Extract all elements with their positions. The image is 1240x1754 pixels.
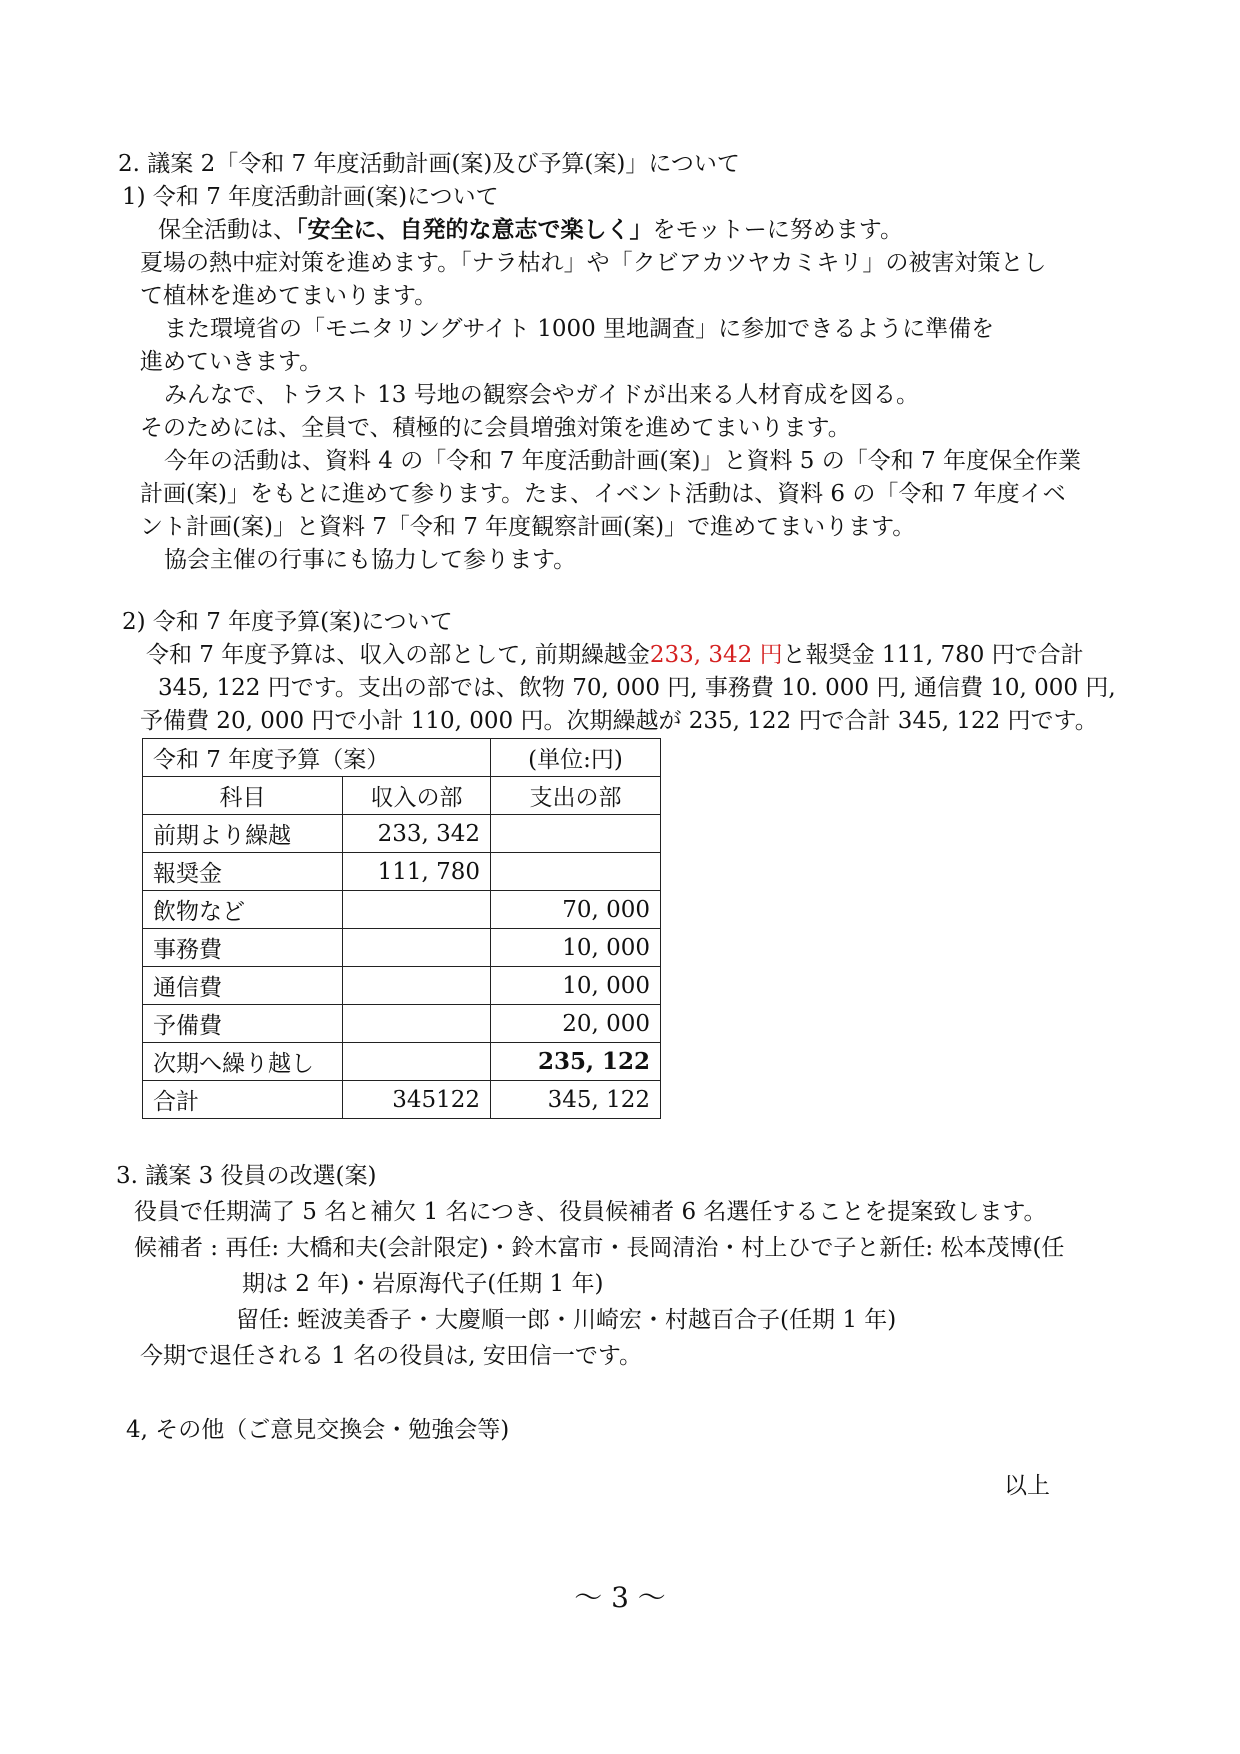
cell-expense: 70, 000 [491,891,661,929]
cell-item: 次期へ繰り越し [143,1043,343,1081]
subsection-budget-heading: 2) 令和 7 年度予算(案)について [122,609,453,635]
cell-income [343,891,491,929]
activity-line: 協会主催の行事にも協力して参ります。 [164,547,577,573]
cell-item: 前期より繰越 [143,815,343,853]
officer-line: 今期で退任される 1 名の役員は, 安田信一です。 [140,1343,643,1369]
total-label: 合計 [143,1081,343,1119]
cell-item: 通信費 [143,967,343,1005]
officer-line: 候補者 : 再任: 大橋和夫(会計限定)・鈴木富市・長岡清治・村上ひで子と新任: 松本茂博(任 [134,1235,1065,1261]
cell-income: 233, 342 [343,815,491,853]
officer-line: 期は 2 年)・岩原海代子(任期 1 年) [242,1271,604,1297]
cell-item: 予備費 [143,1005,343,1043]
activity-line: 夏場の熱中症対策を進めます。「ナラ枯れ」や「クビアカツヤカミキリ」の被害対策とし [140,250,1047,276]
table-total-row [143,1081,661,1119]
officer-line: 留任: 蛭波美香子・大慶順一郎・川崎宏・村越百合子(任期 1 年) [236,1307,897,1333]
table-row [143,967,661,1005]
cell-item: 飲物など [143,891,343,929]
motto-bold: 「安全に、自発的な意志で楽しく」 [296,217,653,243]
header-income: 収入の部 [343,777,491,815]
section3-heading: 3. 議案 3 役員の改選(案) [116,1163,377,1189]
cell-expense: 10, 000 [491,929,661,967]
table-row [143,891,661,929]
budget-text-line: 予備費 20, 000 円で小計 110, 000 円。次期繰越が 235, 122 円で合計 345, 122 円です。 [140,708,1098,734]
table-title-row [143,739,661,777]
officer-line: 役員で任期満了 5 名と補欠 1 名につき、役員候補者 6 名選任することを提案致します。 [134,1199,1047,1225]
table-title: 令和 7 年度予算（案） [143,739,491,777]
cell-expense: 10, 000 [491,967,661,1005]
cell-income: 111, 780 [343,853,491,891]
total-income: 345122 [343,1081,491,1119]
section2-heading: 2. 議案 2「令和 7 年度活動計画(案)及び予算(案)」について [118,151,740,177]
cell-income [343,1043,491,1081]
activity-line: 今年の活動は、資料 4 の「令和 7 年度活動計画(案)」と資料 5 の「令和 7 年度保全作業 [164,448,1081,474]
table-row [143,1043,661,1081]
activity-line: ント計画(案)」と資料 7「令和 7 年度観察計画(案)」で進めてまいります。 [140,514,916,540]
total-expense: 345, 122 [491,1081,661,1119]
cell-item: 事務費 [143,929,343,967]
closing-text: 以上 [1004,1473,1050,1499]
budget-text-suffix: と報奨金 111, 780 円で合計 [782,642,1084,668]
carryover-amount: 233, 342 円 [649,642,783,668]
table-row [143,815,661,853]
table-row [143,853,661,891]
activity-line: そのためには、全員で、積極的に会員増強対策を進めてまいります。 [140,415,851,441]
cell-income [343,929,491,967]
activity-line: みんなで、トラスト 13 号地の観察会やガイドが出来る人材育成を図る。 [164,382,920,408]
cell-item: 報奨金 [143,853,343,891]
activity-line: て植林を進めてまいります。 [140,283,438,309]
budget-text-prefix: 令和 7 年度予算は、収入の部として, 前期繰越金 [146,642,650,668]
cell-expense [491,853,661,891]
budget-text-line: 345, 122 円です。支出の部では、飲物 70, 000 円, 事務費 10. 000 円, 通信費 10, 000 円, [158,675,1116,701]
cell-expense: 235, 122 [491,1043,661,1081]
activity-line: 計画(案)」をもとに進めて参ります。たま、イベント活動は、資料 6 の「令和 7 年度イベ [140,481,1066,507]
activity-line: また環境省の「モニタリングサイト 1000 里地調査」に参加できるように準備を [164,316,995,342]
cell-expense: 20, 000 [491,1005,661,1043]
activity-line: 進めていきます。 [140,349,323,375]
table-row [143,1005,661,1043]
budget-table [142,738,661,1119]
page-number: ～ 3 ～ [574,1581,666,1614]
table-header-row [143,777,661,815]
motto-suffix: をモットーに努めます。 [652,217,903,243]
table-unit: (単位:円) [491,739,661,777]
header-item: 科目 [143,777,343,815]
header-expense: 支出の部 [491,777,661,815]
cell-income [343,967,491,1005]
cell-expense [491,815,661,853]
section4-heading: 4, その他（ご意見交換会・勉強会等) [126,1417,510,1443]
subsection-activity-heading: 1) 令和 7 年度活動計画(案)について [122,184,499,210]
table-row [143,929,661,967]
motto-line [158,214,903,246]
cell-income [343,1005,491,1043]
motto-prefix: 保全活動は、 [158,217,296,243]
budget-text-line [146,639,1084,671]
